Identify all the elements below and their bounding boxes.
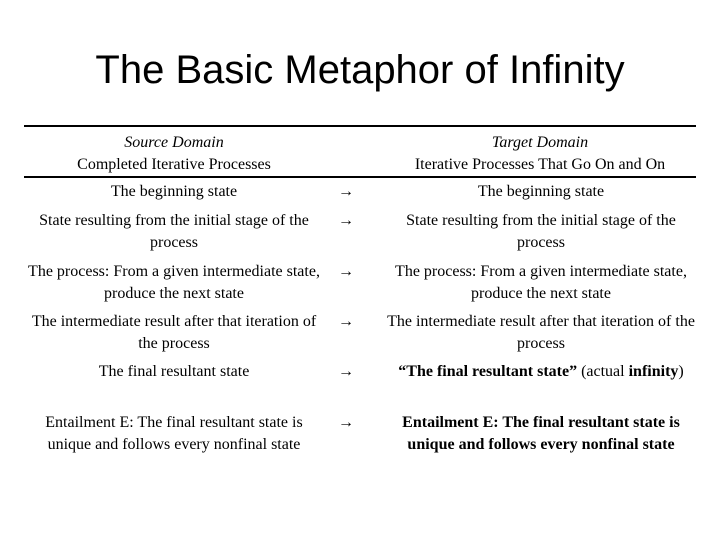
row-source-1: State resulting from the initial stage of the process: [39, 212, 309, 251]
row-source-4: The final resultant state: [98, 363, 250, 380]
top-rule: [24, 125, 696, 127]
row-target-2: The process: From a given intermediate state, produce the next state: [395, 263, 687, 302]
row-source-5: Entailment E: The final resultant state is unique and follows every nonfinal state: [45, 414, 303, 453]
row-target-1: State resulting from the initial stage of the process: [406, 212, 676, 251]
mapping-arrow-3: →: [338, 313, 354, 330]
mapping-arrow-4: →: [338, 363, 354, 380]
row-target-0: The beginning state: [477, 183, 605, 200]
slide-title: The Basic Metaphor of Infinity: [95, 48, 625, 92]
target-domain-subtitle: Iterative Processes That Go On and On: [414, 156, 666, 173]
row-source-2: The process: From a given intermediate state, produce the next state: [28, 263, 320, 302]
source-domain-header: [24, 132, 324, 176]
mapping-arrow-2: →: [338, 263, 354, 280]
row-target-3: The intermediate result after that iteration of the process: [387, 313, 695, 352]
row-source-3: The intermediate result after that iteration of the process: [31, 313, 317, 352]
row-source-0: The beginning state: [110, 183, 238, 200]
source-domain-label: Source Domain: [124, 134, 224, 151]
row-target-4-infinity: infinity: [628, 363, 679, 380]
mapping-arrow-1: →: [338, 212, 354, 229]
row-target-4-paren: (actual: [577, 363, 629, 380]
row-target-4: [386, 361, 696, 383]
header-rule: [24, 176, 696, 178]
target-domain-header: [370, 132, 710, 176]
row-target-4-close: ): [678, 363, 684, 380]
target-domain-label: Target Domain: [491, 134, 589, 151]
mapping-arrow-5: →: [338, 414, 354, 431]
row-target-5: Entailment E: The final resultant state is unique and follows every nonfinal state: [402, 414, 680, 453]
mapping-arrow-0: →: [338, 183, 354, 200]
row-target-4-quote: “The final resultant state”: [398, 363, 578, 380]
source-domain-subtitle: Completed Iterative Processes: [77, 156, 271, 173]
